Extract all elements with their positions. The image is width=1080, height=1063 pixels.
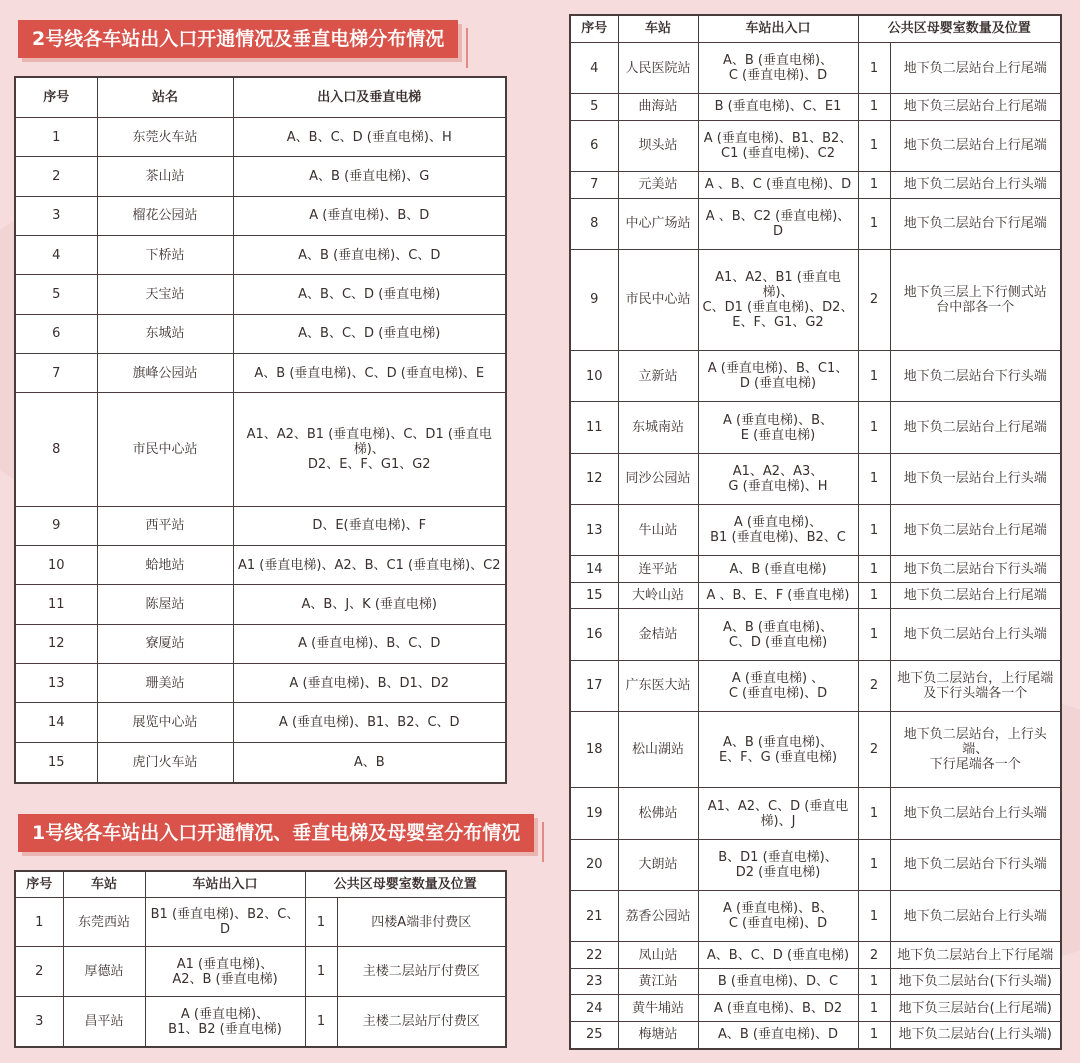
station-name: 寮厦站	[97, 624, 233, 663]
line1-table-right	[569, 14, 1062, 1050]
nursing-room-location: 地下负二层站台下行尾端	[890, 198, 1061, 249]
column-header: 序号	[15, 871, 63, 897]
row-number: 10	[570, 350, 618, 401]
station-name: 梅塘站	[618, 1021, 698, 1049]
station-name: 茶山站	[97, 157, 233, 196]
row-number: 9	[570, 249, 618, 350]
row-number: 4	[15, 236, 97, 275]
nursing-room-location: 地下负二层站台，上行尾端 及下行头端各一个	[890, 660, 1061, 711]
station-name: 大岭山站	[618, 582, 698, 609]
entrances: A1、A2、C、D (垂直电 梯)、J	[698, 788, 858, 839]
table-row	[570, 172, 1061, 199]
entrances: A (垂直电梯)、B1、B2、C、D	[233, 703, 506, 742]
table-row	[570, 660, 1061, 711]
row-number: 1	[15, 897, 63, 947]
column-header: 公共区母婴室数量及位置	[305, 871, 506, 897]
column-header: 车站出入口	[698, 15, 858, 42]
row-number: 17	[570, 660, 618, 711]
nursing-room-location: 地下负二层站台上下行尾端	[890, 942, 1061, 969]
station-name: 中心广场站	[618, 198, 698, 249]
row-number: 7	[15, 354, 97, 393]
nursing-room-location: 地下负三层站台(上行尾端)	[890, 995, 1061, 1022]
table-row	[15, 624, 506, 663]
station-name: 下桥站	[97, 236, 233, 275]
station-name: 西平站	[97, 506, 233, 545]
table-row	[570, 712, 1061, 788]
column-header: 车站	[618, 15, 698, 42]
station-name: 大朗站	[618, 839, 698, 890]
nursing-room-count: 1	[858, 891, 890, 942]
table-row	[570, 556, 1061, 583]
nursing-room-count: 1	[305, 897, 337, 947]
entrances: A (垂直电梯)、 B1、B2 (垂直电梯)	[145, 997, 305, 1047]
column-header: 车站出入口	[145, 871, 305, 897]
nursing-room-count: 1	[858, 453, 890, 504]
table-row	[15, 703, 506, 742]
table-row	[570, 609, 1061, 660]
table-row	[570, 788, 1061, 839]
table-row	[15, 742, 506, 783]
row-number: 15	[570, 582, 618, 609]
table-row	[570, 891, 1061, 942]
station-name: 虎门火车站	[97, 742, 233, 783]
nursing-room-location: 地下负二层站台上行头端	[890, 891, 1061, 942]
station-name: 东城南站	[618, 402, 698, 453]
row-number: 11	[570, 402, 618, 453]
station-name: 连平站	[618, 556, 698, 583]
row-number: 19	[570, 788, 618, 839]
nursing-room-count: 1	[858, 350, 890, 401]
row-number: 13	[570, 505, 618, 556]
table-row	[570, 120, 1061, 171]
station-name: 蛤地站	[97, 545, 233, 584]
nursing-room-count: 1	[858, 42, 890, 93]
station-name: 黄牛埔站	[618, 995, 698, 1022]
line2-title: 2号线各车站出入口开通情况及垂直电梯分布情况	[18, 20, 458, 58]
row-number: 3	[15, 997, 63, 1047]
table-row	[15, 354, 506, 393]
station-name: 昌平站	[63, 997, 145, 1047]
nursing-room-count: 1	[858, 839, 890, 890]
row-number: 5	[570, 94, 618, 121]
station-name: 展览中心站	[97, 703, 233, 742]
entrances: A (垂直电梯)、 B1 (垂直电梯)、B2、C	[698, 505, 858, 556]
entrances: A、B (垂直电梯)、G	[233, 157, 506, 196]
table-row	[15, 664, 506, 703]
line1-title: 1号线各车站出入口开通情况、垂直电梯及母婴室分布情况	[18, 814, 534, 852]
table-row	[570, 198, 1061, 249]
entrances: A1、A2、B1 (垂直电梯)、 C、D1 (垂直电梯)、D2、 E、F、G1、G2	[698, 249, 858, 350]
nursing-room-location: 地下负二层站台下行头端	[890, 556, 1061, 583]
column-header: 车站	[63, 871, 145, 897]
entrances: A1 (垂直电梯)、 A2、B (垂直电梯)	[145, 947, 305, 997]
nursing-room-count: 1	[858, 788, 890, 839]
entrances: B、D1 (垂直电梯)、 D2 (垂直电梯)	[698, 839, 858, 890]
nursing-room-count: 2	[858, 942, 890, 969]
row-number: 16	[570, 609, 618, 660]
station-name: 厚德站	[63, 947, 145, 997]
nursing-room-location: 四楼A端非付费区	[337, 897, 506, 947]
table-row	[15, 275, 506, 314]
row-number: 14	[15, 703, 97, 742]
station-name: 坝头站	[618, 120, 698, 171]
table-row	[570, 402, 1061, 453]
table-row	[570, 1021, 1061, 1049]
station-name: 曲海站	[618, 94, 698, 121]
station-name: 金桔站	[618, 609, 698, 660]
row-number: 8	[15, 393, 97, 506]
row-number: 6	[15, 314, 97, 353]
nursing-room-count: 1	[858, 94, 890, 121]
station-name: 旗峰公园站	[97, 354, 233, 393]
entrances: A (垂直电梯)、B、D1、D2	[233, 664, 506, 703]
column-header: 出入口及垂直电梯	[233, 77, 506, 118]
nursing-room-location: 地下负三层上下行侧式站 台中部各一个	[890, 249, 1061, 350]
row-number: 12	[570, 453, 618, 504]
nursing-room-count: 2	[858, 249, 890, 350]
nursing-room-count: 1	[858, 556, 890, 583]
entrances: A (垂直电梯)、B、D2	[698, 995, 858, 1022]
station-name: 东莞西站	[63, 897, 145, 947]
table-row	[15, 585, 506, 624]
entrances: A、B、C、D (垂直电梯)	[233, 314, 506, 353]
nursing-room-location: 地下负二层站台上行头端	[890, 788, 1061, 839]
nursing-room-location: 地下负二层站台下行头端	[890, 839, 1061, 890]
station-name: 黄江站	[618, 968, 698, 995]
header-row	[15, 77, 506, 118]
nursing-room-count: 1	[858, 1021, 890, 1049]
table-row	[15, 997, 506, 1047]
table-row	[570, 453, 1061, 504]
entrances: A、B	[233, 742, 506, 783]
row-number: 25	[570, 1021, 618, 1049]
nursing-room-location: 地下负二层站台(下行头端)	[890, 968, 1061, 995]
row-number: 20	[570, 839, 618, 890]
entrances: B (垂直电梯)、D、C	[698, 968, 858, 995]
nursing-room-location: 地下负二层站台上行头端	[890, 609, 1061, 660]
station-name: 东莞火车站	[97, 118, 233, 157]
nursing-room-location: 地下负二层站台上行尾端	[890, 120, 1061, 171]
station-name: 荔香公园站	[618, 891, 698, 942]
row-number: 4	[570, 42, 618, 93]
entrances: A (垂直电梯)、B、C1、 D (垂直电梯)	[698, 350, 858, 401]
station-name: 人民医院站	[618, 42, 698, 93]
station-name: 松佛站	[618, 788, 698, 839]
nursing-room-location: 地下负二层站台上行尾端	[890, 505, 1061, 556]
station-name: 榴花公园站	[97, 196, 233, 235]
row-number: 8	[570, 198, 618, 249]
table-row	[15, 157, 506, 196]
nursing-room-count: 1	[858, 582, 890, 609]
entrances: A、B (垂直电梯)、 C、D (垂直电梯)	[698, 609, 858, 660]
column-header: 站名	[97, 77, 233, 118]
row-number: 23	[570, 968, 618, 995]
nursing-room-location: 地下负一层站台上行头端	[890, 453, 1061, 504]
entrances: A、B、C、D (垂直电梯)	[698, 942, 858, 969]
entrances: B (垂直电梯)、C、E1	[698, 94, 858, 121]
row-number: 11	[15, 585, 97, 624]
nursing-room-location: 地下负二层站台上行尾端	[890, 582, 1061, 609]
table-row	[570, 94, 1061, 121]
table-row	[15, 506, 506, 545]
entrances: A1、A2、B1 (垂直电梯)、C、D1 (垂直电梯)、 D2、E、F、G1、G2	[233, 393, 506, 506]
nursing-room-location: 地下负二层站台下行头端	[890, 350, 1061, 401]
nursing-room-location: 地下负二层站台上行尾端	[890, 402, 1061, 453]
station-name: 广东医大站	[618, 660, 698, 711]
nursing-room-count: 1	[858, 505, 890, 556]
table-row	[15, 118, 506, 157]
station-name: 珊美站	[97, 664, 233, 703]
entrances: A (垂直电梯)、B、 C (垂直电梯)、D	[698, 891, 858, 942]
entrances: A、B (垂直电梯)、 E、F、G (垂直电梯)	[698, 712, 858, 788]
nursing-room-count: 2	[858, 660, 890, 711]
row-number: 15	[15, 742, 97, 783]
table-row	[570, 582, 1061, 609]
header-row	[570, 15, 1061, 42]
station-name: 天宝站	[97, 275, 233, 314]
row-number: 14	[570, 556, 618, 583]
nursing-room-count: 1	[858, 172, 890, 199]
line1-table-left	[14, 870, 507, 1048]
row-number: 18	[570, 712, 618, 788]
table-row	[15, 947, 506, 997]
entrances: A (垂直电梯)、B、C、D	[233, 624, 506, 663]
table-row	[570, 942, 1061, 969]
row-number: 2	[15, 947, 63, 997]
entrances: D、E(垂直电梯)、F	[233, 506, 506, 545]
nursing-room-location: 主楼二层站厅付费区	[337, 997, 506, 1047]
nursing-room-count: 2	[858, 712, 890, 788]
entrances: A 、B、C2 (垂直电梯)、D	[698, 198, 858, 249]
entrances: A (垂直电梯)、B、D	[233, 196, 506, 235]
table-row	[570, 839, 1061, 890]
row-number: 12	[15, 624, 97, 663]
row-number: 1	[15, 118, 97, 157]
station-name: 牛山站	[618, 505, 698, 556]
nursing-room-count: 1	[305, 947, 337, 997]
nursing-room-count: 1	[858, 198, 890, 249]
entrances: A 、B、E、F (垂直电梯)	[698, 582, 858, 609]
table-row	[15, 236, 506, 275]
column-header: 序号	[15, 77, 97, 118]
nursing-room-count: 1	[858, 609, 890, 660]
entrances: A (垂直电梯) 、 C (垂直电梯)、D	[698, 660, 858, 711]
table-row	[15, 314, 506, 353]
entrances: A1、A2、A3、 G (垂直电梯)、H	[698, 453, 858, 504]
entrances: A (垂直电梯)、B、 E (垂直电梯)	[698, 402, 858, 453]
nursing-room-location: 地下负二层站台，上行头端、 下行尾端各一个	[890, 712, 1061, 788]
row-number: 22	[570, 942, 618, 969]
table-row	[570, 350, 1061, 401]
header-row	[15, 871, 506, 897]
station-name: 市民中心站	[97, 393, 233, 506]
row-number: 7	[570, 172, 618, 199]
station-name: 元美站	[618, 172, 698, 199]
table-row	[15, 196, 506, 235]
table-row	[570, 995, 1061, 1022]
entrances: A1 (垂直电梯)、A2、B、C1 (垂直电梯)、C2	[233, 545, 506, 584]
row-number: 6	[570, 120, 618, 171]
row-number: 2	[15, 157, 97, 196]
entrances: A、B (垂直电梯)、C、D (垂直电梯)、E	[233, 354, 506, 393]
entrances: A 、B、C (垂直电梯)、D	[698, 172, 858, 199]
nursing-room-count: 1	[858, 120, 890, 171]
nursing-room-count: 1	[858, 995, 890, 1022]
station-name: 东城站	[97, 314, 233, 353]
table-row	[570, 42, 1061, 93]
table-row	[570, 968, 1061, 995]
entrances: B1 (垂直电梯)、B2、C、D	[145, 897, 305, 947]
entrances: A、B、C、D (垂直电梯)	[233, 275, 506, 314]
column-header: 公共区母婴室数量及位置	[858, 15, 1061, 42]
row-number: 24	[570, 995, 618, 1022]
nursing-room-location: 地下负二层站台上行尾端	[890, 42, 1061, 93]
table-row	[15, 897, 506, 947]
nursing-room-location: 地下负三层站台上行尾端	[890, 94, 1061, 121]
table-row	[570, 505, 1061, 556]
station-name: 市民中心站	[618, 249, 698, 350]
entrances: A、B、C、D (垂直电梯)、H	[233, 118, 506, 157]
row-number: 9	[15, 506, 97, 545]
entrances: A、B (垂直电梯)、 C (垂直电梯)、D	[698, 42, 858, 93]
entrances: A、B (垂直电梯)、D	[698, 1021, 858, 1049]
station-name: 陈屋站	[97, 585, 233, 624]
entrances: A、B、J、K (垂直电梯)	[233, 585, 506, 624]
table-row	[15, 393, 506, 506]
entrances: A、B (垂直电梯)、C、D	[233, 236, 506, 275]
row-number: 21	[570, 891, 618, 942]
line2-table	[14, 76, 507, 784]
table-row	[570, 249, 1061, 350]
row-number: 10	[15, 545, 97, 584]
entrances: A (垂直电梯)、B1、B2、 C1 (垂直电梯)、C2	[698, 120, 858, 171]
station-name: 松山湖站	[618, 712, 698, 788]
row-number: 3	[15, 196, 97, 235]
row-number: 13	[15, 664, 97, 703]
nursing-room-count: 1	[858, 402, 890, 453]
table-row	[15, 545, 506, 584]
entrances: A、B (垂直电梯)	[698, 556, 858, 583]
nursing-room-count: 1	[305, 997, 337, 1047]
column-header: 序号	[570, 15, 618, 42]
station-name: 同沙公园站	[618, 453, 698, 504]
nursing-room-location: 地下负二层站台上行头端	[890, 172, 1061, 199]
nursing-room-location: 主楼二层站厅付费区	[337, 947, 506, 997]
station-name: 立新站	[618, 350, 698, 401]
station-name: 凤山站	[618, 942, 698, 969]
nursing-room-count: 1	[858, 968, 890, 995]
row-number: 5	[15, 275, 97, 314]
nursing-room-location: 地下负二层站台(上行头端)	[890, 1021, 1061, 1049]
